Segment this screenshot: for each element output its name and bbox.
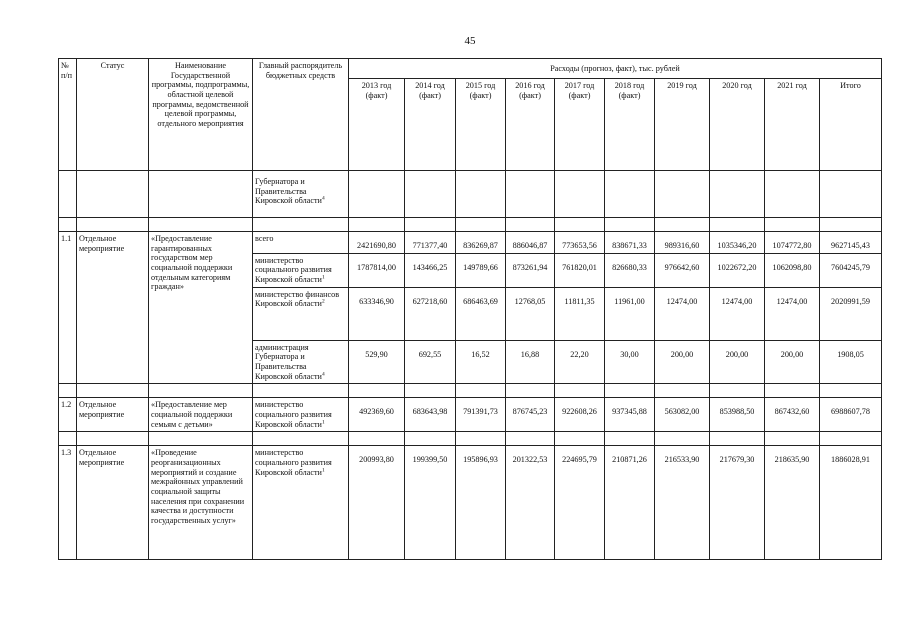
item-status: Отдельное мероприятие — [77, 446, 149, 560]
header-expenses: Расходы (прогноз, факт), тыс. рублей — [349, 59, 882, 79]
item-status: Отдельное мероприятие — [77, 398, 149, 432]
expense-value: 200,00 — [765, 340, 820, 384]
table-row — [59, 232, 882, 254]
expense-value: 201322,53 — [506, 446, 555, 560]
expense-value: 791391,73 — [456, 398, 506, 432]
item-name: «Предоставление гарантированных государством мер социальной поддержки отдельным категориям граждан» — [149, 232, 253, 384]
expense-value: 195896,93 — [456, 446, 506, 560]
total-value: 7604245,79 — [820, 253, 882, 287]
expense-value: 886046,87 — [506, 232, 555, 254]
total-value: 2020991,59 — [820, 287, 882, 340]
total-value: 6988607,78 — [820, 398, 882, 432]
expense-value: 1022672,20 — [710, 253, 765, 287]
table-row — [59, 446, 882, 560]
header-year-2018: 2018 год (факт) — [605, 79, 655, 171]
header-year-2013: 2013 год (факт) — [349, 79, 405, 171]
expense-value: 149789,66 — [456, 253, 506, 287]
expense-value: 12768,05 — [506, 287, 555, 340]
table-row — [59, 398, 882, 432]
item-number: 1.2 — [59, 398, 77, 432]
spacer-row — [59, 432, 882, 446]
expense-value: 976642,60 — [655, 253, 710, 287]
expense-value: 11961,00 — [605, 287, 655, 340]
expense-value: 773653,56 — [555, 232, 605, 254]
expense-value: 771377,40 — [405, 232, 456, 254]
expense-value: 200,00 — [655, 340, 710, 384]
expense-value: 218635,90 — [765, 446, 820, 560]
item-number: 1.3 — [59, 446, 77, 560]
budget-manager: министерство социального развития Кировской области$^1$ — [253, 253, 349, 287]
expense-value: 876745,23 — [506, 398, 555, 432]
expense-value: 867432,60 — [765, 398, 820, 432]
carry-over-row — [59, 171, 882, 218]
expense-value: 1062098,80 — [765, 253, 820, 287]
header-year-2020: 2020 год — [710, 79, 765, 171]
expense-value: 937345,88 — [605, 398, 655, 432]
header-num: № п/п — [59, 59, 77, 171]
header-year-2017: 2017 год (факт) — [555, 79, 605, 171]
expense-value: 1074772,80 — [765, 232, 820, 254]
expense-value: 826680,33 — [605, 253, 655, 287]
expense-value: 199399,50 — [405, 446, 456, 560]
expense-value: 200993,80 — [349, 446, 405, 560]
total-value: 1908,05 — [820, 340, 882, 384]
expense-value: 836269,87 — [456, 232, 506, 254]
header-manager: Главный распорядитель бюджетных средств — [253, 59, 349, 171]
expense-value: 922608,26 — [555, 398, 605, 432]
expense-value: 853988,50 — [710, 398, 765, 432]
spacer-row — [59, 218, 882, 232]
item-status: Отдельное мероприятие — [77, 232, 149, 384]
expense-value: 22,20 — [555, 340, 605, 384]
expense-value: 16,88 — [506, 340, 555, 384]
item-name: «Предоставление мер социальной поддержки семьям с детьми» — [149, 398, 253, 432]
items-body — [59, 218, 882, 560]
budget-manager: всего — [253, 232, 349, 254]
header-year-2021: 2021 год — [765, 79, 820, 171]
budget-manager: администрация Губернатора и Правительства Кировской области$^4$ — [253, 340, 349, 384]
expense-value: 873261,94 — [506, 253, 555, 287]
total-value: 1886028,91 — [820, 446, 882, 560]
expense-value: 563082,00 — [655, 398, 710, 432]
budget-manager: министерство социального развития Кировской области$^1$ — [253, 446, 349, 560]
expense-value: 686463,69 — [456, 287, 506, 340]
item-name: «Проведение реорганизационных мероприятий и создание межрайонных управлений социальной защиты населения при сохранении качества и доступности государственных услуг» — [149, 446, 253, 560]
expense-value: 200,00 — [710, 340, 765, 384]
spacer-row — [59, 384, 882, 398]
expense-value: 12474,00 — [765, 287, 820, 340]
expense-value: 143466,25 — [405, 253, 456, 287]
expense-value: 761820,01 — [555, 253, 605, 287]
expense-value: 1035346,20 — [710, 232, 765, 254]
header-row-1 — [59, 59, 882, 79]
expense-value: 30,00 — [605, 340, 655, 384]
header-year-2015: 2015 год (факт) — [456, 79, 506, 171]
expense-value: 11811,35 — [555, 287, 605, 340]
budget-manager: министерство финансов Кировской области$^2$ — [253, 287, 349, 340]
header-year-2014: 2014 год (факт) — [405, 79, 456, 171]
expense-value: 529,90 — [349, 340, 405, 384]
expense-value: 1787814,00 — [349, 253, 405, 287]
expense-value: 989316,60 — [655, 232, 710, 254]
expense-value: 627218,60 — [405, 287, 456, 340]
expense-value: 633346,90 — [349, 287, 405, 340]
expense-value: 2421690,80 — [349, 232, 405, 254]
header-year-2016: 2016 год (факт) — [506, 79, 555, 171]
expense-value: 217679,30 — [710, 446, 765, 560]
expense-value: 224695,79 — [555, 446, 605, 560]
header-total: Итого — [820, 79, 882, 171]
expense-value: 216533,90 — [655, 446, 710, 560]
expense-value: 838671,33 — [605, 232, 655, 254]
header-status: Статус — [77, 59, 149, 171]
carry-manager: Губернатора и Правительства Кировской области$^4$ — [253, 171, 349, 218]
expense-value: 16,52 — [456, 340, 506, 384]
item-number: 1.1 — [59, 232, 77, 384]
expense-value: 683643,98 — [405, 398, 456, 432]
header-year-2019: 2019 год — [655, 79, 710, 171]
page-number: 45 — [464, 35, 476, 47]
expense-value: 692,55 — [405, 340, 456, 384]
budget-table — [58, 58, 882, 560]
total-value: 9627145,43 — [820, 232, 882, 254]
budget-manager: министерство социального развития Кировской области$^1$ — [253, 398, 349, 432]
expense-value: 492369,60 — [349, 398, 405, 432]
header-name: Наименование Государственной программы, подпрограммы, областной целевой программы, ведомственной целевой программы, отдельного мероприятия — [149, 59, 253, 171]
expense-value: 12474,00 — [710, 287, 765, 340]
expense-value: 12474,00 — [655, 287, 710, 340]
expense-value: 210871,26 — [605, 446, 655, 560]
